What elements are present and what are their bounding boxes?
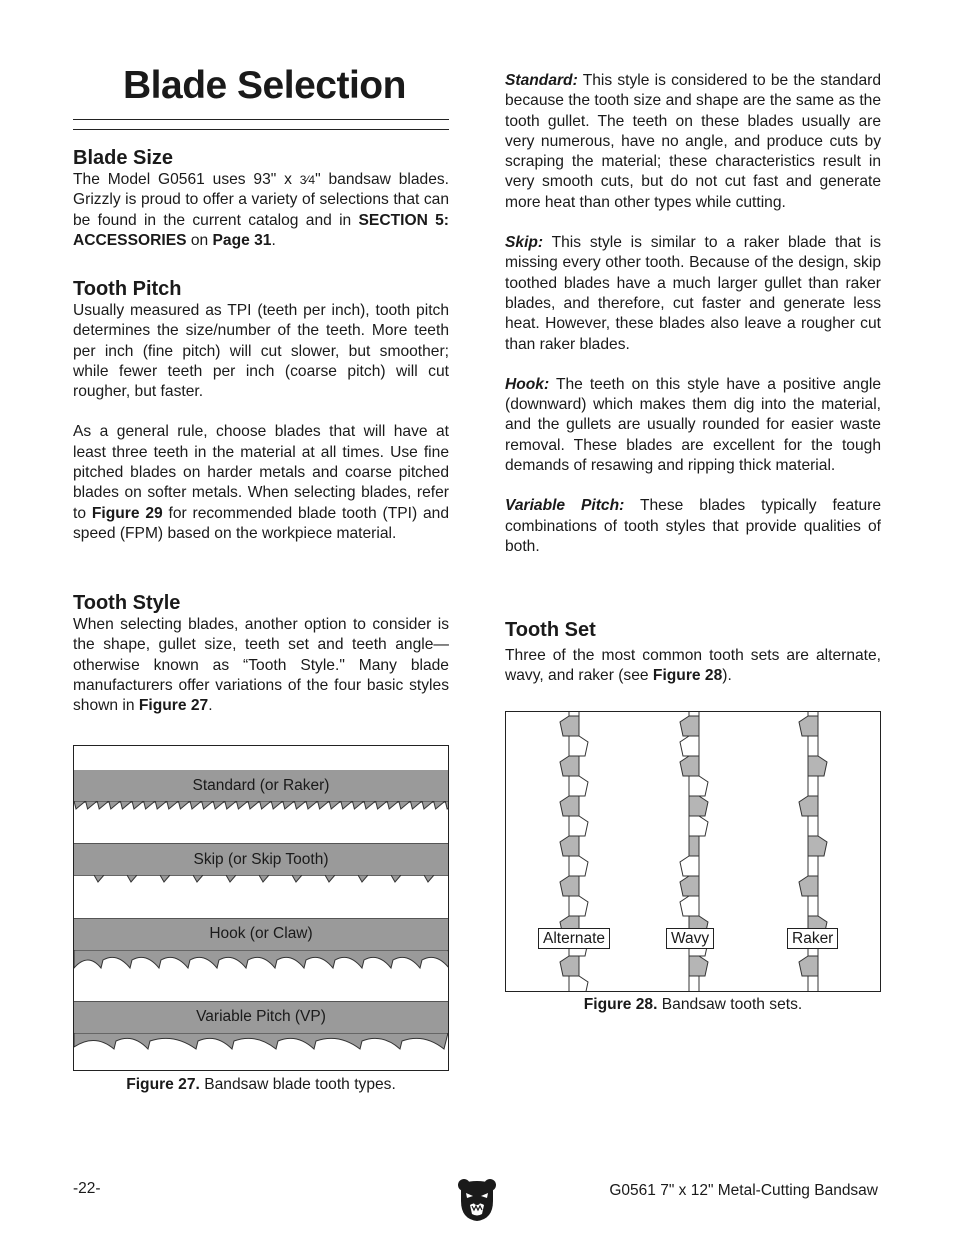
caption-label: Figure 28. <box>583 996 658 1013</box>
bear-head-icon <box>457 1177 497 1222</box>
title-rule-bottom <box>73 129 449 130</box>
tooth-set-illustration <box>506 712 880 991</box>
figure-28-reference: Figure 28 <box>652 667 723 685</box>
figure-27-reference: Figure 27 <box>138 697 209 715</box>
tooth-styles-section <box>505 71 881 557</box>
tooth-set-text: Three of the most common tooth sets are alternate, wavy, and raker (see <box>505 647 881 685</box>
tooth-set-heading: Tooth Set <box>505 619 596 641</box>
blade-size-paragraph <box>73 170 449 251</box>
page-number: -22- <box>73 1180 101 1197</box>
caption-text: Bandsaw blade tooth types. <box>199 1076 396 1093</box>
skip-teeth <box>74 875 448 887</box>
variable-label: Variable Pitch: <box>505 497 625 515</box>
tooth-pitch-paragraph-2 <box>73 422 449 544</box>
variable-text: These blades typically feature combinations of tooth styles that provide qualities of both. <box>505 497 881 555</box>
tooth-set-text: ). <box>722 667 732 685</box>
band-label-variable: Variable Pitch (VP) <box>196 1008 326 1025</box>
tooth-pitch-text: for recommended blade tooth (TPI) and speed (FPM) based on the workpiece material. <box>73 504 450 542</box>
tooth-pitch-paragraph-1: Usually measured as TPI (teeth per inch), tooth pitch determines the size/number of the teeth. More teeth per inch (fine pitch) will cut slower, but smoother; while fewer teeth per inch (coarse pitch) will cut rougher, but faster. <box>73 302 449 401</box>
skip-paragraph <box>505 233 881 355</box>
tooth-pitch-section <box>73 277 449 544</box>
tooth-pitch-heading: Tooth Pitch <box>73 278 182 300</box>
hook-teeth <box>74 950 448 972</box>
figure-28-caption <box>505 996 881 1014</box>
standard-text: This style is considered to be the standard because the tooth size and shape are the same as the tooth gullet. The teeth on these blades usually are very numerous, have no angle, and produce cuts by scraping the material; these characteristics result in very smooth cuts, but do not cut fast and generate more heat than other types while cutting. <box>505 72 881 211</box>
variable-teeth <box>74 1033 448 1055</box>
band-label-hook: Hook (or Claw) <box>209 925 313 942</box>
tooth-style-section <box>73 591 449 716</box>
figure-27 <box>73 745 449 1071</box>
tooth-style-paragraph <box>73 615 449 716</box>
standard-label: Standard: <box>505 72 578 89</box>
figure-28 <box>505 711 881 992</box>
hook-paragraph <box>505 375 881 476</box>
blade-size-text: on <box>186 231 213 249</box>
caption-text: Bandsaw tooth sets. <box>657 996 803 1013</box>
page-title: Blade Selection <box>123 64 406 107</box>
standard-paragraph <box>505 71 881 213</box>
title-rule-top <box>73 119 449 120</box>
tooth-pitch-text: As a general rule, choose blades that will have at least three teeth in the material at all times. Use fine pitched blades on harder metals and coarse pitched blades on softer metals. When selecting blades, refer to <box>73 423 449 522</box>
variable-paragraph <box>505 496 881 557</box>
standard-teeth <box>74 801 448 811</box>
label-raker: Raker <box>787 928 838 949</box>
caption-label: Figure 27. <box>126 1076 200 1093</box>
blade-size-heading: Blade Size <box>73 147 174 169</box>
label-wavy: Wavy <box>666 928 714 949</box>
blade-size-text: " bandsaw blades. Grizzly is proud to offer a variety of selections that can be found in the current catalog and in <box>73 171 450 229</box>
model-footer: G0561 7" x 12" Metal-Cutting Bandsaw <box>609 1182 878 1199</box>
tooth-set-section <box>505 618 881 687</box>
blade-size-fraction: 3⁄4 <box>299 173 316 187</box>
band-label-skip: Skip (or Skip Tooth) <box>193 851 329 868</box>
hook-text: The teeth on this style have a positive angle (downward) which makes them dig into the material, and the gullets are usually rounded for easier waste removal. These blades are excellent for the tough demands of resawing and ripping thick material. <box>505 375 881 475</box>
tooth-style-text: . <box>208 697 213 715</box>
tooth-style-text: When selecting blades, another option to consider is the shape, gullet size, teeth set and teeth angle—otherwise known as “Tooth Style." Many blade manufacturers offer variations of the four basic styles shown in <box>73 616 449 715</box>
skip-text: This style is similar to a raker blade that is missing every other tooth. Because of the design, skip toothed blades have a much larger gullet than raker blades, and therefore, cut faster and generate less heat. However, these blades also leave a rougher cut than raker blades. <box>505 234 881 353</box>
figure-29-reference: Figure 29 <box>91 504 163 522</box>
blade-size-text: . <box>271 231 276 249</box>
hook-label: Hook: <box>505 375 550 393</box>
skip-label: Skip: <box>505 234 544 252</box>
figure-27-caption <box>73 1076 449 1094</box>
tooth-style-heading: Tooth Style <box>73 592 181 614</box>
band-label-standard: Standard (or Raker) <box>192 777 330 794</box>
page-reference: Page 31 <box>212 231 272 249</box>
blade-size-section <box>73 146 449 251</box>
blade-size-text: The Model G0561 uses 93" x <box>73 171 300 188</box>
section-reference: SECTION 5: ACCESSORIES <box>73 211 450 249</box>
tooth-set-paragraph <box>505 646 881 687</box>
label-alternate: Alternate <box>538 928 610 949</box>
